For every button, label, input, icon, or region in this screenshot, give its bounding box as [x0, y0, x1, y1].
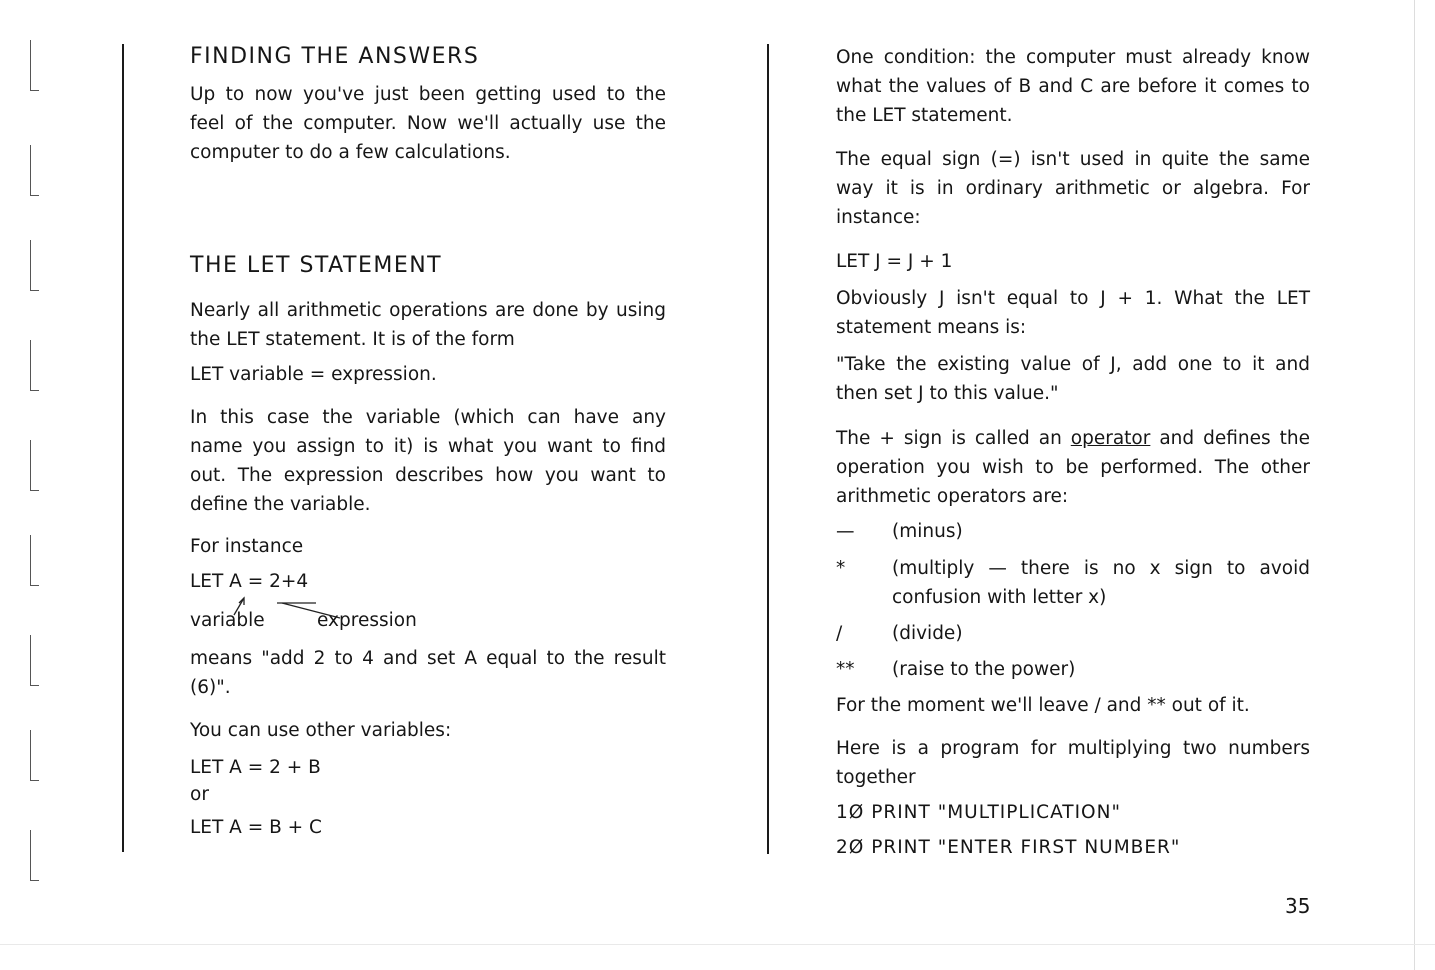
- variable-paragraph: In this case the variable (which can have any name you assign to it) is what you want to find out. The expression describes how you want to define the variable.: [190, 407, 666, 515]
- example-let: LET A = 2+4: [190, 571, 309, 592]
- operator-symbol: **: [836, 659, 855, 680]
- condition-paragraph: One condition: the computer must already know what the values of B and C are before it comes to the LET statement.: [836, 47, 1310, 126]
- operator-item: [836, 554, 1310, 612]
- obviously-paragraph: Obviously J isn't equal to J + 1. What the LET statement means is:: [836, 288, 1310, 338]
- right-column: [836, 40, 1310, 862]
- code-line-10: 1Ø PRINT "MULTIPLICATION": [836, 802, 1121, 823]
- intro-paragraph: Up to now you've just been getting used to the feel of the computer. Now we'll actually use the computer to do a few calculations.: [190, 84, 666, 163]
- quote-paragraph: "Take the existing value of J, add one to it and then set J to this value.": [836, 354, 1310, 404]
- other-variables-text: You can use other variables:: [190, 720, 452, 741]
- operator-symbol: /: [836, 623, 843, 644]
- example-let-bc: LET A = B + C: [190, 817, 322, 838]
- operator-description: (divide): [892, 623, 963, 644]
- operator-description: (multiply — there is no x sign to avoid confusion with letter x): [892, 558, 1310, 608]
- equal-sign-paragraph: The equal sign (=) isn't used in quite the same way it is in ordinary arithmetic or algebra. For instance:: [836, 149, 1310, 228]
- operator-description: (minus): [892, 521, 963, 542]
- means-paragraph: means "add 2 to 4 and set A equal to the result (6)".: [190, 648, 666, 698]
- operator-paragraph: [836, 424, 1310, 511]
- or-text: or: [190, 784, 209, 805]
- code-line-20: 2Ø PRINT "ENTER FIRST NUMBER": [836, 837, 1181, 858]
- operator-list: [836, 517, 1310, 684]
- operator-item: [836, 517, 1310, 546]
- let-form: LET variable = expression.: [190, 364, 437, 385]
- operator-term: operator: [1070, 428, 1151, 449]
- operator-symbol: —: [836, 521, 855, 542]
- expression-label: expression: [317, 610, 417, 631]
- operator-symbol: *: [836, 558, 846, 579]
- operator-text-pre: The + sign is called an: [836, 428, 1071, 449]
- page-number: 35: [1285, 894, 1311, 918]
- variable-label: variable: [190, 610, 265, 631]
- operator-item: [836, 619, 1310, 648]
- example-let-j: LET J = J + 1: [836, 251, 953, 272]
- operator-text-post: and defines the operation you wish to be performed. The other arithmetic operators are:: [836, 428, 1310, 507]
- let-paragraph: Nearly all arithmetic operations are done by using the LET statement. It is of the form: [190, 300, 666, 350]
- heading-finding-answers: FINDING THE ANSWERS: [190, 44, 480, 69]
- program-intro: Here is a program for multiplying two numbers together: [836, 738, 1310, 788]
- expression-arrow: [282, 603, 340, 618]
- for-instance-label: For instance: [190, 536, 304, 557]
- variable-arrow: [234, 598, 244, 615]
- example-let-b: LET A = 2 + B: [190, 757, 321, 778]
- heading-let-statement: THE LET STATEMENT: [190, 253, 443, 278]
- operator-item: [836, 655, 1310, 684]
- operator-description: (raise to the power): [892, 659, 1076, 680]
- moment-paragraph: For the moment we'll leave / and ** out of it.: [836, 695, 1250, 716]
